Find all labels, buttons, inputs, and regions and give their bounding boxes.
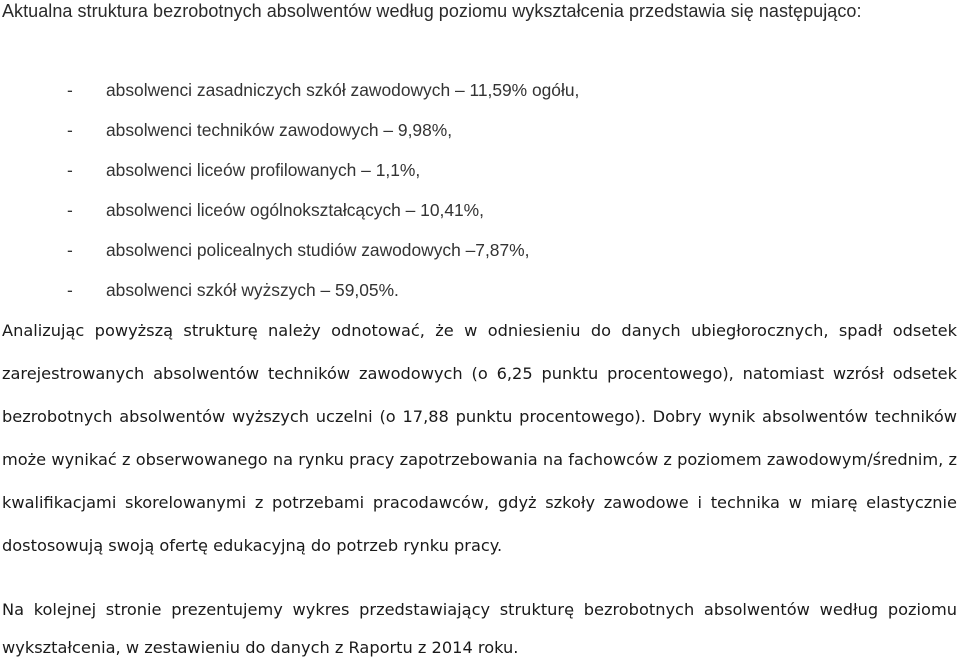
list-marker: -	[67, 200, 73, 220]
closing-paragraph: Na kolejnej stronie prezentujemy wykres przedstawiający strukturę bezrobotnych absolwentów według poziomu wykształcenia, w zestawieniu do danych z Raportu z 2014 roku.	[2, 600, 957, 657]
list-marker: -	[67, 280, 73, 300]
list-item-text: absolwenci szkół wyższych – 59,05%.	[106, 280, 399, 300]
analysis-paragraph: Analizując powyższą strukturę należy odnotować, że w odniesieniu do danych ubiegłorocznych, spadł odsetek zarejestrowanych absolwentów techników zawodowych (o 6,25 punktu procentowego), natomiast wzrósł odsetek bezrobotnych absolwentów wyższych uczelni (o 17,88 punktu procentowego). Dobry wynik absolwentów techników może wynikać z obserwowanego na rynku pracy zapotrzebowania na fachowców z poziomem zawodowym/średnim, z kwalifikacjami skorelowanymi z potrzebami pracodawców, gdyż szkoły zawodowe i technika w miarę elastycznie dostosowują swoją ofertę edukacyjną do potrzeb rynku pracy.	[2, 321, 957, 556]
list-marker: -	[67, 120, 73, 140]
list-item-text: absolwenci zasadniczych szkół zawodowych – 11,59% ogółu,	[106, 80, 580, 100]
list-marker: -	[67, 160, 73, 180]
list-item-text: absolwenci policealnych studiów zawodowych –7,87%,	[106, 240, 530, 260]
list-item-text: absolwenci liceów profilowanych – 1,1%,	[106, 160, 421, 180]
list-item-text: absolwenci techników zawodowych – 9,98%,	[106, 120, 453, 140]
list-item-text: absolwenci liceów ogólnokształcących – 10,41%,	[106, 200, 484, 220]
intro-paragraph: Aktualna struktura bezrobotnych absolwentów według poziomu wykształcenia przedstawia się następująco:	[2, 1, 862, 21]
list-marker: -	[67, 240, 73, 260]
list-marker: -	[67, 80, 73, 100]
